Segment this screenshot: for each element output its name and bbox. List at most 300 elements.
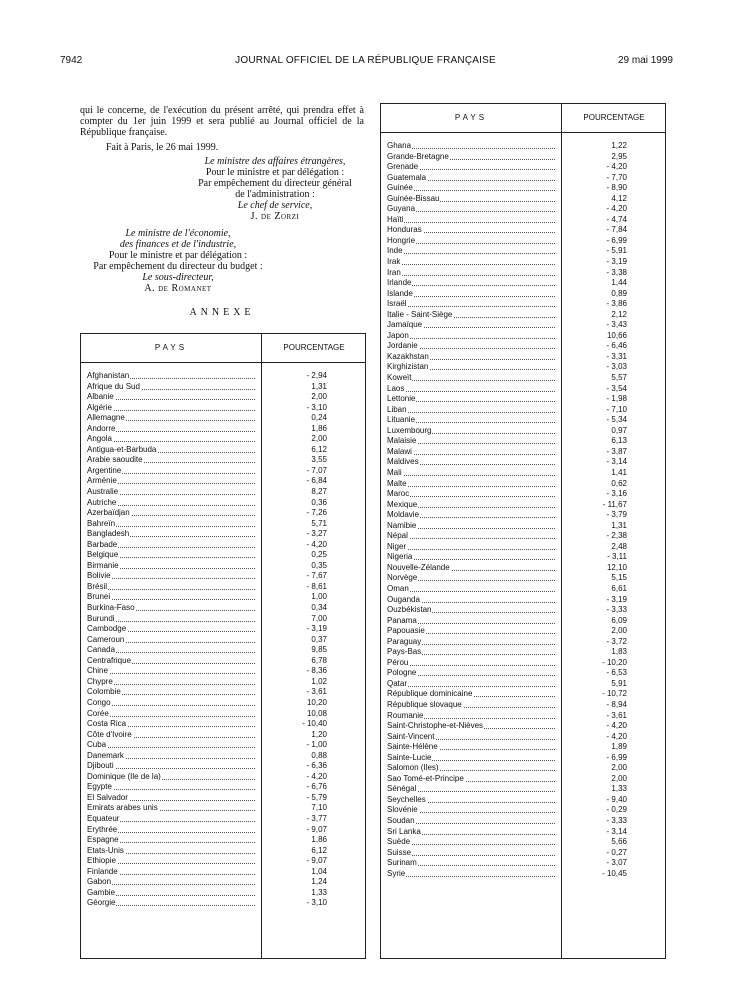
country-name: Italie - Saint-Siège (387, 309, 453, 319)
percentage-value: - 3,16 (606, 489, 627, 499)
country-name: Nigeria (387, 552, 413, 562)
journal-title: JOURNAL OFFICIEL DE LA RÉPUBLIQUE FRANÇAISE (235, 55, 496, 66)
country-name: Hongrie (387, 235, 416, 245)
percentage-value: - 7,07 (306, 465, 327, 475)
table-row (81, 803, 365, 814)
percentage-value: - 6,53 (606, 668, 627, 678)
country-name: Soudan (387, 816, 415, 825)
table-row (381, 299, 665, 310)
table-row (381, 626, 665, 637)
country-name: Chypre (87, 676, 113, 686)
leader-dots (387, 391, 555, 392)
signatory-name: A. de Romanet (144, 283, 212, 294)
leader-dots (387, 306, 555, 307)
percentage-value: 9,85 (311, 645, 327, 655)
percentage-value: - 8,90 (606, 183, 627, 193)
percentage-value: 0,24 (311, 413, 327, 423)
table-row (381, 563, 665, 574)
leader-dots (387, 538, 555, 539)
table-row (81, 466, 365, 477)
percentage-value: - 7,67 (306, 571, 327, 581)
country-name: Djibouti (87, 761, 114, 771)
table-row (81, 540, 365, 551)
table-row (81, 772, 365, 783)
percentage-value: - 3,33 (606, 605, 627, 615)
table-row (381, 373, 665, 384)
leader-dots (387, 876, 555, 877)
table-row (81, 888, 365, 899)
country-name: Haïti (387, 214, 404, 224)
percentage-value: 2,48 (611, 541, 627, 551)
country-name: Azerbaïdjan (87, 508, 130, 518)
country-name: Pays-Bas (387, 647, 422, 657)
table-row (381, 647, 665, 658)
percentage-value: 6,13 (611, 436, 627, 446)
country-name: Surinam (387, 858, 417, 868)
country-name: Colombie (87, 687, 121, 697)
table-row (381, 573, 665, 584)
percentage-value: - 10,45 (602, 868, 627, 878)
percentage-value: 0,37 (311, 634, 327, 644)
annexe-title: ANNEXE (189, 307, 255, 318)
percentage-value: 1,83 (611, 647, 627, 657)
table-row (381, 521, 665, 532)
country-name: République slovaque (387, 699, 462, 709)
percentage-value: 6,61 (611, 583, 627, 593)
percentage-value: 10,20 (306, 697, 327, 707)
signatory-name: J. de Zorzi (250, 211, 300, 222)
percentage-value: 0,36 (311, 497, 327, 507)
table-row (381, 331, 665, 342)
country-name: Bolivie (87, 571, 111, 581)
country-name: Laos (387, 383, 405, 393)
country-name: Luxembourg (387, 425, 432, 435)
country-name: Bangladesh (87, 529, 130, 539)
country-name: Israël (387, 299, 407, 309)
table-row (381, 869, 665, 880)
country-name: Andorre (87, 423, 116, 433)
table-row (381, 215, 665, 226)
country-name: Islande (387, 288, 413, 298)
percentage-value: 1,22 (611, 141, 627, 150)
column-header-pourcentage: POURCENTAGE (561, 104, 666, 132)
country-name: Lettonie (387, 394, 416, 404)
percentage-value: - 10,40 (302, 719, 327, 729)
leader-dots (87, 716, 255, 717)
percentage-value: - 3,19 (306, 624, 327, 634)
country-name: Guinée-Bissau (387, 193, 440, 203)
sig-line: Le ministre des affaires étrangères, (204, 156, 346, 167)
leader-dots (387, 591, 555, 592)
country-name: Maroc (387, 489, 410, 499)
country-name: Allemagne (87, 413, 125, 423)
country-name: Barbade (87, 539, 118, 549)
country-name: Brunei (87, 592, 111, 602)
table-row (81, 455, 365, 466)
country-name: Arménie (87, 476, 117, 486)
table-row (81, 867, 365, 878)
table-row (81, 434, 365, 445)
country-name: Mexique (387, 499, 418, 509)
percentage-value: 6,12 (311, 444, 327, 454)
percentage-value: - 3,54 (606, 383, 627, 393)
country-name: Pologne (387, 668, 417, 678)
country-name: Qatar (387, 678, 408, 688)
percentage-value: - 5,91 (606, 246, 627, 256)
country-name: Paraguay (387, 636, 422, 646)
leader-dots (387, 264, 555, 265)
country-name: Jamaïque (387, 320, 423, 330)
percentage-value: - 2,94 (306, 371, 327, 380)
country-name: Cambodge (87, 624, 127, 634)
percentage-value: - 3,72 (606, 636, 627, 646)
table-row (381, 763, 665, 774)
table-row (81, 635, 365, 646)
table-row (81, 582, 365, 593)
country-name: Ouzbékistan (387, 605, 432, 615)
country-name: Suède (387, 837, 411, 847)
country-name: Irlande (387, 278, 412, 288)
leader-dots (87, 578, 255, 579)
table-row (381, 468, 665, 479)
table-row (381, 837, 665, 848)
percentage-value: - 3,31 (606, 351, 627, 361)
country-name: Algérie (87, 402, 112, 412)
table-row (81, 782, 365, 793)
country-name: Autriche (87, 497, 117, 507)
table-row (81, 498, 365, 509)
table-row (81, 392, 365, 403)
leader-dots (387, 275, 555, 276)
percentage-value: 0,62 (611, 478, 627, 488)
table-row (381, 795, 665, 806)
percentage-value: - 8,94 (606, 699, 627, 709)
percentage-value: - 4,20 (606, 162, 627, 172)
table-row (381, 742, 665, 753)
percentage-value: 1,89 (611, 742, 627, 752)
table-row (81, 445, 365, 456)
table-row (81, 856, 365, 867)
table-row (81, 719, 365, 730)
country-name: Liban (387, 404, 407, 414)
country-name: Angola (87, 434, 112, 444)
percentage-value: - 0,29 (606, 805, 627, 815)
country-name: Emirats arabes unis (87, 803, 158, 813)
table-row (381, 194, 665, 205)
percentage-value: - 3,33 (606, 816, 627, 825)
percentage-value: 0,35 (311, 560, 327, 570)
percentage-value: 0,25 (311, 550, 327, 560)
table-row (381, 827, 665, 838)
country-name: Guyana (387, 204, 416, 214)
percentage-value: - 3,14 (606, 457, 627, 467)
table-row (381, 784, 665, 795)
country-name: Dominique (Ile de la) (87, 771, 161, 781)
country-name: Oman (387, 583, 409, 593)
table-row (81, 529, 365, 540)
percentage-value: 1,31 (611, 520, 627, 530)
leader-dots (387, 253, 555, 254)
country-name: Irak (387, 257, 401, 267)
country-name: Argentine (87, 465, 122, 475)
column-header-pourcentage: POURCENTAGE (261, 334, 366, 362)
percentage-value: - 11,67 (602, 499, 627, 509)
percentage-value: 5,66 (611, 837, 627, 847)
percentage-value: 0,97 (611, 425, 627, 435)
table-header (81, 334, 365, 363)
page-header (0, 55, 731, 71)
percentage-value: - 6,36 (306, 761, 327, 771)
table-row (381, 426, 665, 437)
leader-dots (87, 747, 255, 748)
table-row (81, 687, 365, 698)
table-row (381, 278, 665, 289)
country-name: Belgique (87, 550, 119, 560)
signature-block-economy (70, 228, 286, 294)
table-row (81, 624, 365, 635)
percentage-value: - 5,79 (306, 792, 327, 802)
percentage-value: - 6,76 (306, 782, 327, 792)
country-name: Jordanie (387, 341, 418, 351)
table-row (381, 289, 665, 300)
country-name: Erythrée (87, 824, 118, 834)
country-name: Centrafrique (87, 655, 132, 665)
signed-place-date: Fait à Paris, le 26 mai 1999. (106, 142, 219, 153)
percentage-value: - 5,34 (606, 415, 627, 425)
table-row (81, 487, 365, 498)
table-row (81, 846, 365, 857)
country-name: Finlande (87, 866, 118, 876)
percentage-value: - 3,11 (607, 552, 627, 562)
table-row (81, 614, 365, 625)
table-row (81, 666, 365, 677)
table-row (81, 603, 365, 614)
percentage-value: - 10,72 (602, 689, 627, 699)
country-name: Sao Tomé-et-Principe (387, 773, 464, 783)
table-row (381, 595, 665, 606)
country-name: Congo (87, 697, 111, 707)
country-name: Koweït (387, 373, 412, 383)
table-row (81, 508, 365, 519)
country-name: Honduras (387, 225, 422, 235)
percentage-value: - 4,20 (606, 731, 627, 741)
leader-dots (387, 486, 555, 487)
percentage-value: 0,89 (611, 288, 627, 298)
country-name: Sainte-Lucie (387, 752, 432, 762)
sig-line: Pour le ministre et par délégation : (205, 167, 345, 178)
percentage-value: - 3,07 (606, 858, 627, 868)
percentage-value: - 6,84 (306, 476, 327, 486)
country-name: Guatemala (387, 172, 427, 182)
country-name: Kirghizistan (387, 362, 429, 372)
country-name: Espagne (87, 835, 119, 845)
percentage-table-left (80, 333, 366, 959)
table-row (81, 877, 365, 888)
percentage-value: - 3,10 (306, 402, 327, 412)
table-row (381, 225, 665, 236)
country-name: Sainte-Hélène (387, 742, 438, 752)
percentage-value: - 3,14 (606, 826, 627, 836)
table-row (381, 753, 665, 764)
country-name: Malawi (387, 446, 412, 456)
table-row (381, 689, 665, 700)
percentage-value: - 3,86 (606, 299, 627, 309)
table-body (381, 141, 665, 879)
leader-dots (387, 549, 555, 550)
country-name: Afghanistan (87, 371, 130, 380)
table-row (381, 500, 665, 511)
table-row (381, 362, 665, 373)
country-name: Cameroun (87, 634, 125, 644)
column-header-pays: PAYS (154, 343, 188, 352)
table-row (381, 162, 665, 173)
country-name: Namibie (387, 520, 417, 530)
table-row (81, 413, 365, 424)
country-name: Burundi (87, 613, 115, 623)
table-row (381, 542, 665, 553)
percentage-value: 10,66 (606, 330, 627, 340)
country-name: Malaisie (387, 436, 417, 446)
country-name: Sri Lanka (387, 826, 421, 836)
percentage-value: 1,00 (311, 592, 327, 602)
percentage-value: - 4,20 (606, 721, 627, 731)
percentage-value: - 3,03 (606, 362, 627, 372)
table-row (81, 698, 365, 709)
table-row (381, 805, 665, 816)
country-name: Bahreïn (87, 518, 116, 528)
sig-line: Par empêchement du directeur du budget : (93, 261, 263, 272)
percentage-value: 12,10 (606, 562, 627, 572)
table-row (81, 645, 365, 656)
country-name: Arabie saoudite (87, 455, 143, 465)
country-name: Pérou (387, 657, 409, 667)
percentage-value: - 4,20 (306, 771, 327, 781)
table-row (81, 550, 365, 561)
country-name: Equateur (87, 813, 120, 823)
percentage-value: - 3,19 (606, 257, 627, 267)
percentage-value: 5,91 (611, 678, 627, 688)
table-row (381, 236, 665, 247)
country-name: Niger (387, 541, 407, 551)
country-name: Sénégal (387, 784, 417, 794)
table-row (81, 677, 365, 688)
table-row (381, 268, 665, 279)
country-name: Brésil (87, 581, 108, 591)
country-name: Chine (87, 666, 108, 676)
table-row (381, 341, 665, 352)
percentage-value: 1,31 (311, 381, 327, 391)
table-row (81, 761, 365, 772)
leader-dots (387, 844, 555, 845)
table-row (81, 592, 365, 603)
percentage-value: - 3,38 (606, 267, 627, 277)
table-row (381, 183, 665, 194)
country-name: Slovénie (387, 805, 418, 815)
sig-line: des finances et de l'industrie, (119, 239, 237, 250)
table-row (381, 447, 665, 458)
percentage-value: - 3,87 (606, 446, 627, 456)
table-row (381, 732, 665, 743)
table-row (81, 371, 365, 382)
table-row (81, 751, 365, 762)
table-row (81, 740, 365, 751)
country-name: Saint-Christophe-et-Nièves (387, 721, 484, 731)
leader-dots (87, 589, 255, 590)
country-name: Maldives (387, 457, 419, 467)
sig-line: de l'administration : (235, 189, 315, 200)
percentage-value: - 4,74 (606, 214, 627, 224)
percentage-value: 5,15 (611, 573, 627, 583)
country-name: Egypte (87, 782, 112, 792)
country-name: Lituanie (387, 415, 416, 425)
table-row (81, 571, 365, 582)
percentage-value: 2,00 (311, 434, 327, 444)
percentage-value: - 2,38 (606, 531, 627, 541)
table-row (381, 257, 665, 268)
percentage-value: 6,12 (311, 845, 327, 855)
percentage-value: - 3,61 (306, 687, 327, 697)
percentage-value: 2,00 (611, 763, 627, 773)
country-name: Corée (87, 708, 109, 718)
country-name: Seychelles (387, 794, 426, 804)
table-row (381, 152, 665, 163)
table-row (381, 552, 665, 563)
table-row (381, 510, 665, 521)
percentage-value: 5,71 (311, 518, 327, 528)
percentage-value: 1,33 (611, 784, 627, 794)
country-name: Salomon (Iles) (387, 763, 439, 773)
country-name: Géorgie (87, 898, 116, 908)
country-name: Grenade (387, 162, 419, 172)
table-row (81, 709, 365, 720)
percentage-value: 1,33 (311, 887, 327, 897)
leader-dots (387, 475, 555, 476)
table-row (381, 531, 665, 542)
leader-dots (387, 686, 555, 687)
percentage-value: - 3,79 (606, 510, 627, 520)
table-row (381, 489, 665, 500)
table-row (381, 384, 665, 395)
sig-line: Par empêchement du directeur général (198, 178, 352, 189)
percentage-value: - 8,36 (306, 666, 327, 676)
country-name: Cuba (87, 740, 107, 750)
percentage-value: 2,12 (611, 309, 627, 319)
table-row (381, 310, 665, 321)
country-name: République dominicaine (387, 689, 473, 699)
country-name: Gambie (87, 887, 116, 897)
percentage-value: - 3,10 (306, 898, 327, 908)
country-name: Côte d'Ivoire (87, 729, 132, 739)
percentage-value: - 9,07 (306, 824, 327, 834)
page-number: 7942 (60, 55, 83, 66)
percentage-value: - 7,84 (606, 225, 627, 235)
table-row (381, 848, 665, 859)
table-row (381, 320, 665, 331)
leader-dots (87, 705, 255, 706)
percentage-value: - 7,10 (606, 404, 627, 414)
country-name: Inde (387, 246, 403, 256)
table-row (381, 679, 665, 690)
country-name: Australie (87, 487, 119, 497)
country-name: Saint-Vincent (387, 731, 435, 741)
country-name: Nouvelle-Zélande (387, 562, 450, 572)
column-header-pays: PAYS (454, 113, 488, 122)
percentage-value: - 6,99 (606, 235, 627, 245)
table-row (381, 436, 665, 447)
leader-dots (387, 148, 555, 149)
percentage-value: 8,27 (311, 487, 327, 497)
country-name: Papouasie (387, 626, 425, 636)
